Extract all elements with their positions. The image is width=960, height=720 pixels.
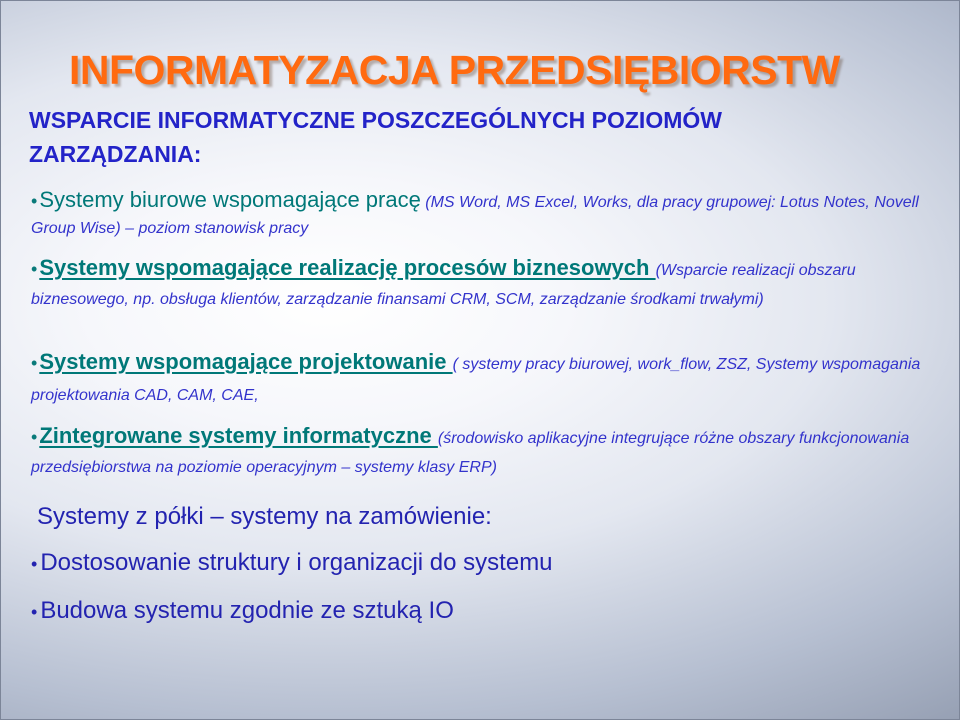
bullet-icon: • [31,427,38,447]
item-heading: Systemy biurowe wspomagające pracę [39,187,421,212]
bullet-icon: • [31,191,38,211]
sub-item-text: Dostosowanie struktury i organizacji do systemu [40,549,553,576]
list-item-office-systems [31,187,931,242]
item-heading: Systemy wspomagające projektowanie [39,349,453,374]
section-heading: Systemy z półki – systemy na zamówienie: [37,503,492,530]
bullet-icon: • [31,602,38,622]
item-description: (środowisko aplikacyjne integrujące różne obszary funkcjonowania przedsiębiorstwa na poziomie operacyjnym – systemy klasy ERP) [31,430,910,476]
bullet-icon: • [31,554,38,574]
slide-title: INFORMATYZACJA PRZEDSIĘBIORSTW [69,47,840,93]
item-description: (Wsparcie realizacji obszaru biznesowego, np. obsługa klientów, zarządzanie finansami CRM, SCM, zarządzanie środkami trwałymi) [31,262,856,308]
sub-list-item [31,597,454,625]
bullet-icon: • [31,259,38,279]
item-heading: Zintegrowane systemy informatyczne [39,423,438,448]
list-item-design-systems [31,346,931,411]
sub-list-item [31,549,553,577]
sub-item-text: Budowa systemu zgodnie ze sztuką IO [40,597,454,624]
list-item-integrated-systems [31,421,931,482]
item-description: (MS Word, MS Excel, Works, dla pracy grupowej: Lotus Notes, Novell Group Wise) – poziom stanowisk pracy [31,194,919,237]
slide-subtitle: WSPARCIE INFORMATYCZNE POSZCZEGÓLNYCH POZIOMÓW ZARZĄDZANIA: [29,107,722,167]
item-heading: Systemy wspomagające realizację procesów biznesowych [39,255,656,280]
bullet-icon: • [31,353,38,373]
item-description: ( systemy pracy biurowej, work_flow, ZSZ, Systemy wspomagania projektowania CAD, CAM, CAE, [31,356,921,404]
list-item-business-process-systems [31,253,931,314]
